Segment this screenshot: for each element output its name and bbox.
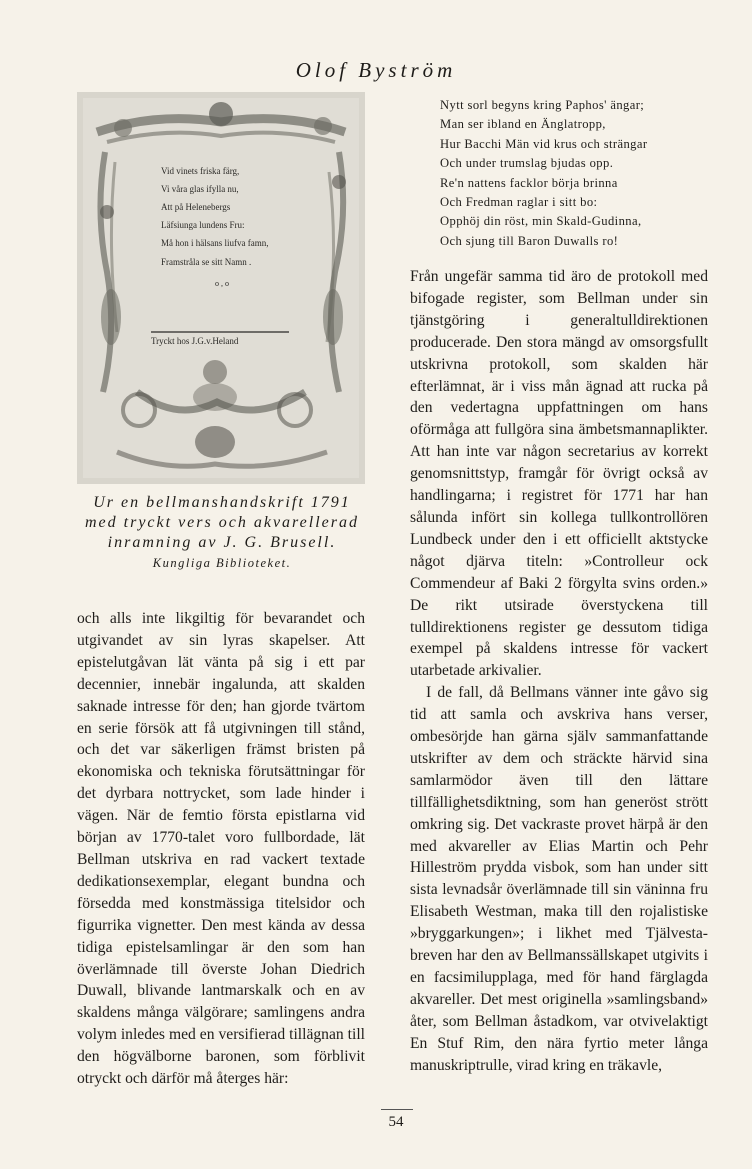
page-number: 54 [388,1114,404,1130]
inscription-line: Vi våra glas ifylla nu, [161,184,239,194]
inscription-line: Framstråla se sitt Namn . [161,257,252,267]
poem-quote [440,96,740,251]
poem-line: Och sjung till Baron Duwalls ro! [440,233,619,248]
page-number-rule [381,1109,413,1110]
poem-line: Nytt sorl begyns kring Paphos' ängar; [440,98,645,112]
svg-text:o , o: o , o [215,279,229,288]
caption-line: Ur en bellmanshandskrift 1791 [93,494,351,511]
manuscript-illustration [77,92,365,484]
caption-line: inramning av J. G. Brusell. [107,534,337,551]
poem-line: Man ser ibland en Änglatropp, [440,117,606,132]
body-paragraph: och alls inte likgiltig för bevarandet och utgivandet av sin lyras skapelser. Att epistelutgåvan lät vänta på sig i ett par decennier, innebär ingalunda, att skalden saknade intresse för den; han gjorde tvärtom en serie försök att få utgivningen till stånd, och det var säkerligen främst bristen på ekonomiska och tekniska förutsättningar för det dyrbara nottrycket, som lade hinder i vägen. När de femtio första epistlarna vid början av 1770-talet voro fullbordade, lät Bellman utskriva en rad vackert textade dedikationsexemplar, elegant bundna och försedda med konstmässiga titelsidor och figurrika vignetter. Den mest kända av dessa tidiga epistelsamlingar är den som han överlämnade till överste Johan Diedrich Duwall, blivande lantmarskalk och en av skaldens många välgörare; samlingens andra volym inledes med en versifierad tillägnan till den högvälborne baronen, som förblivit otryckt och därför må återges här: [77,610,365,1088]
poem-line: Och Fredman raglar i sitt bo: [440,195,598,210]
inscription-line: Må hon i hälsans liufva famn, [161,238,269,248]
running-header: Olof Byström [295,58,457,82]
inscription-line: Vid vinets friska färg, [161,166,240,176]
figure-imprint: Tryckt hos J.G.v.Heland [151,336,239,346]
body-paragraph: I de fall, då Bellmans vänner inte gåvo sig tid att samla och avskriva hans verser, ombesörjde han gärna själv sammanfattande utskrifter av dem och sträckte härvid sina samlarmödor även till den lättare tillfällighetsdiktning, som han generöst strött omkring sig. Det vackraste provet härpå är den med akvareller av Elias Martin och Pehr Hilleström prydda visbok, som han under sitt sista levnadsår överlämnade till sin väninna fru Elisabeth Westman, maka till den rojalistiske »bryggarkungen»; i likhet med Tjälvesta-breven har den av Bellmanssällskapet utgivits i en facsimilupplaga, med för hand färglagda akvareller. Det mest originella »samlingsband» åter, som Bellman åstadkom, var otvivelaktigt En Stuf Rim, den nära fyrtio meter långa manuskriptrulle, virad kring en träkavle, [410,684,708,1074]
right-column [410,266,708,1077]
poem-line: Och under trumslag bjudas opp. [440,156,614,171]
inscription-line: Läfsiunga lundens Fru: [161,220,245,230]
inscription-line: Att på Helenebergs [161,202,231,212]
figure-caption [66,493,378,573]
left-column [77,608,365,1090]
poem-line: Opphöj din röst, min Skald-Gudinna, [440,214,642,229]
body-paragraph: Från ungefär samma tid äro de protokoll med bifogade register, som Bellman under sin tjänstgöring i generaltulldirektionen producerade. Den stora mängd av omsorgsfullt utskrivna protokoll, som skalden här efterlämnat, är i viss mån ägnad att rucka på den vedertagna uppfattningen om hans oförmåga att fullgöra sina ämbetsmannaplikter. Att han inte var någon secretarius av korrekt genomsnittstyp, framgår för övrigt också av handlingarna; i registret för 1771 har han sålunda infört sin kollega tullkontrollören Lundbeck under den i ett officiellt aktstycke något djärva titeln: »Controlleur ock Commendeur af Baki 2 förgylta svins orden.» De rikt utsirade överstyckena till tulldirektionens register ge dessutom tidiga exempel på skaldens intresse för vackert utarbetade arkivalier. [410,268,708,680]
poem-line: Re'n nattens facklor börja brinna [440,175,618,190]
caption-institution: Kungliga Biblioteket. [152,556,292,570]
poem-line: Hur Bacchi Män vid krus och strängar [440,136,648,151]
caption-line: med tryckt vers och akvarellerad [85,514,359,531]
